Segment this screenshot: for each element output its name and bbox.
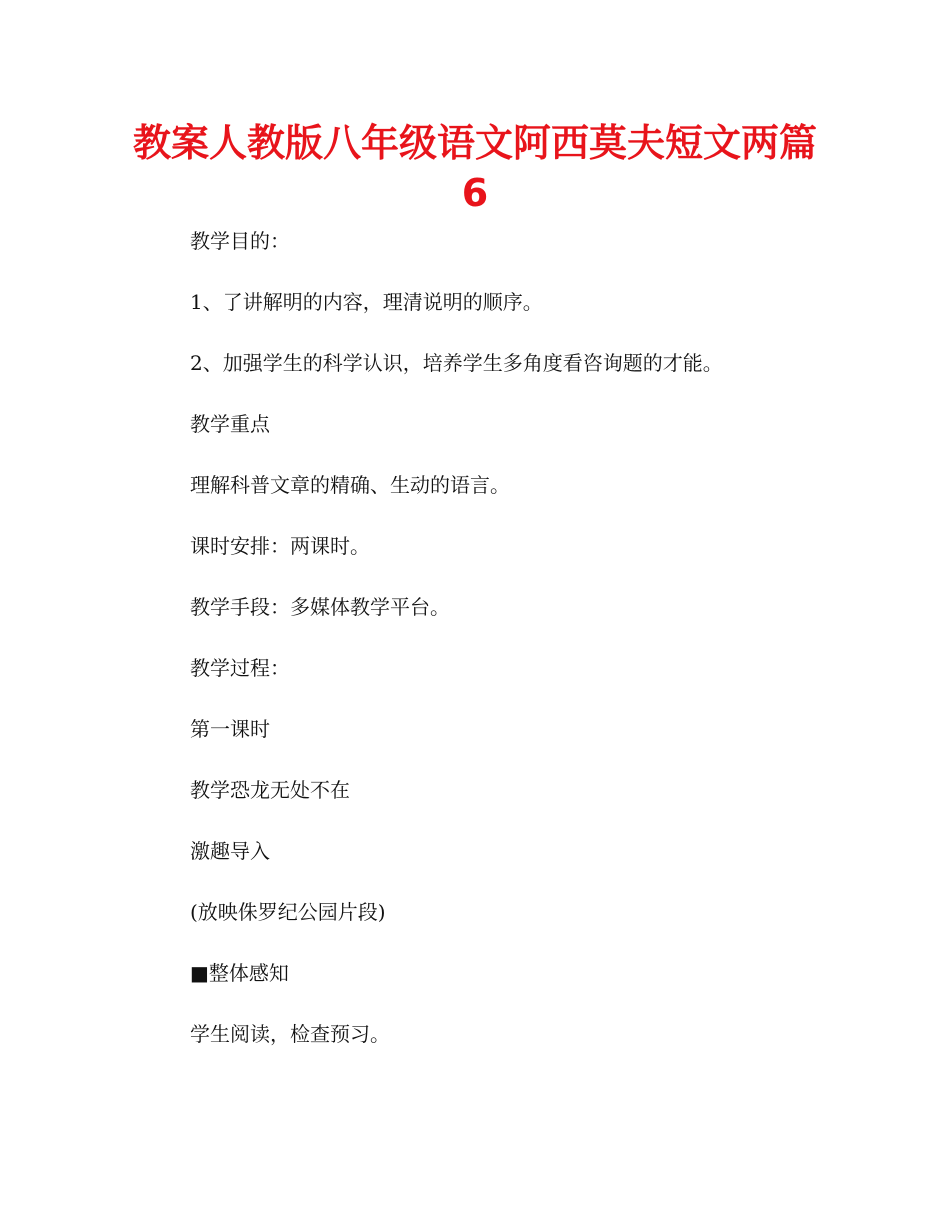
step-heading-perception: ■整体感知 xyxy=(190,961,289,985)
step-heading-intro: 激趣导入 xyxy=(190,839,270,863)
schedule-text: 课时安排：两课时。 xyxy=(190,534,370,558)
section-heading-objectives: 教学目的： xyxy=(190,229,290,253)
title-line-1: 教案人教版八年级语文阿西莫夫短文两篇 xyxy=(132,121,817,165)
teaching-means-text: 教学手段：多媒体教学平台。 xyxy=(190,595,450,619)
objective-item-2: 2、加强学生的科学认识，培养学生多角度看咨询题的才能。 xyxy=(190,351,723,375)
key-point-text: 理解科普文章的精确、生动的语言。 xyxy=(190,473,510,497)
section-heading-key-points: 教学重点 xyxy=(190,412,270,436)
objective-item-1: 1、了讲解明的内容，理清说明的顺序。 xyxy=(190,290,543,314)
step-text-reading: 学生阅读，检查预习。 xyxy=(190,1022,390,1046)
step-note-video: (放映侏罗纪公园片段) xyxy=(190,900,386,924)
lesson-heading-first: 第一课时 xyxy=(190,717,270,741)
section-heading-process: 教学过程： xyxy=(190,656,290,680)
title-line-2: 6 xyxy=(461,171,489,215)
lesson-topic-text: 教学恐龙无处不在 xyxy=(190,778,350,802)
document-title xyxy=(0,118,950,218)
